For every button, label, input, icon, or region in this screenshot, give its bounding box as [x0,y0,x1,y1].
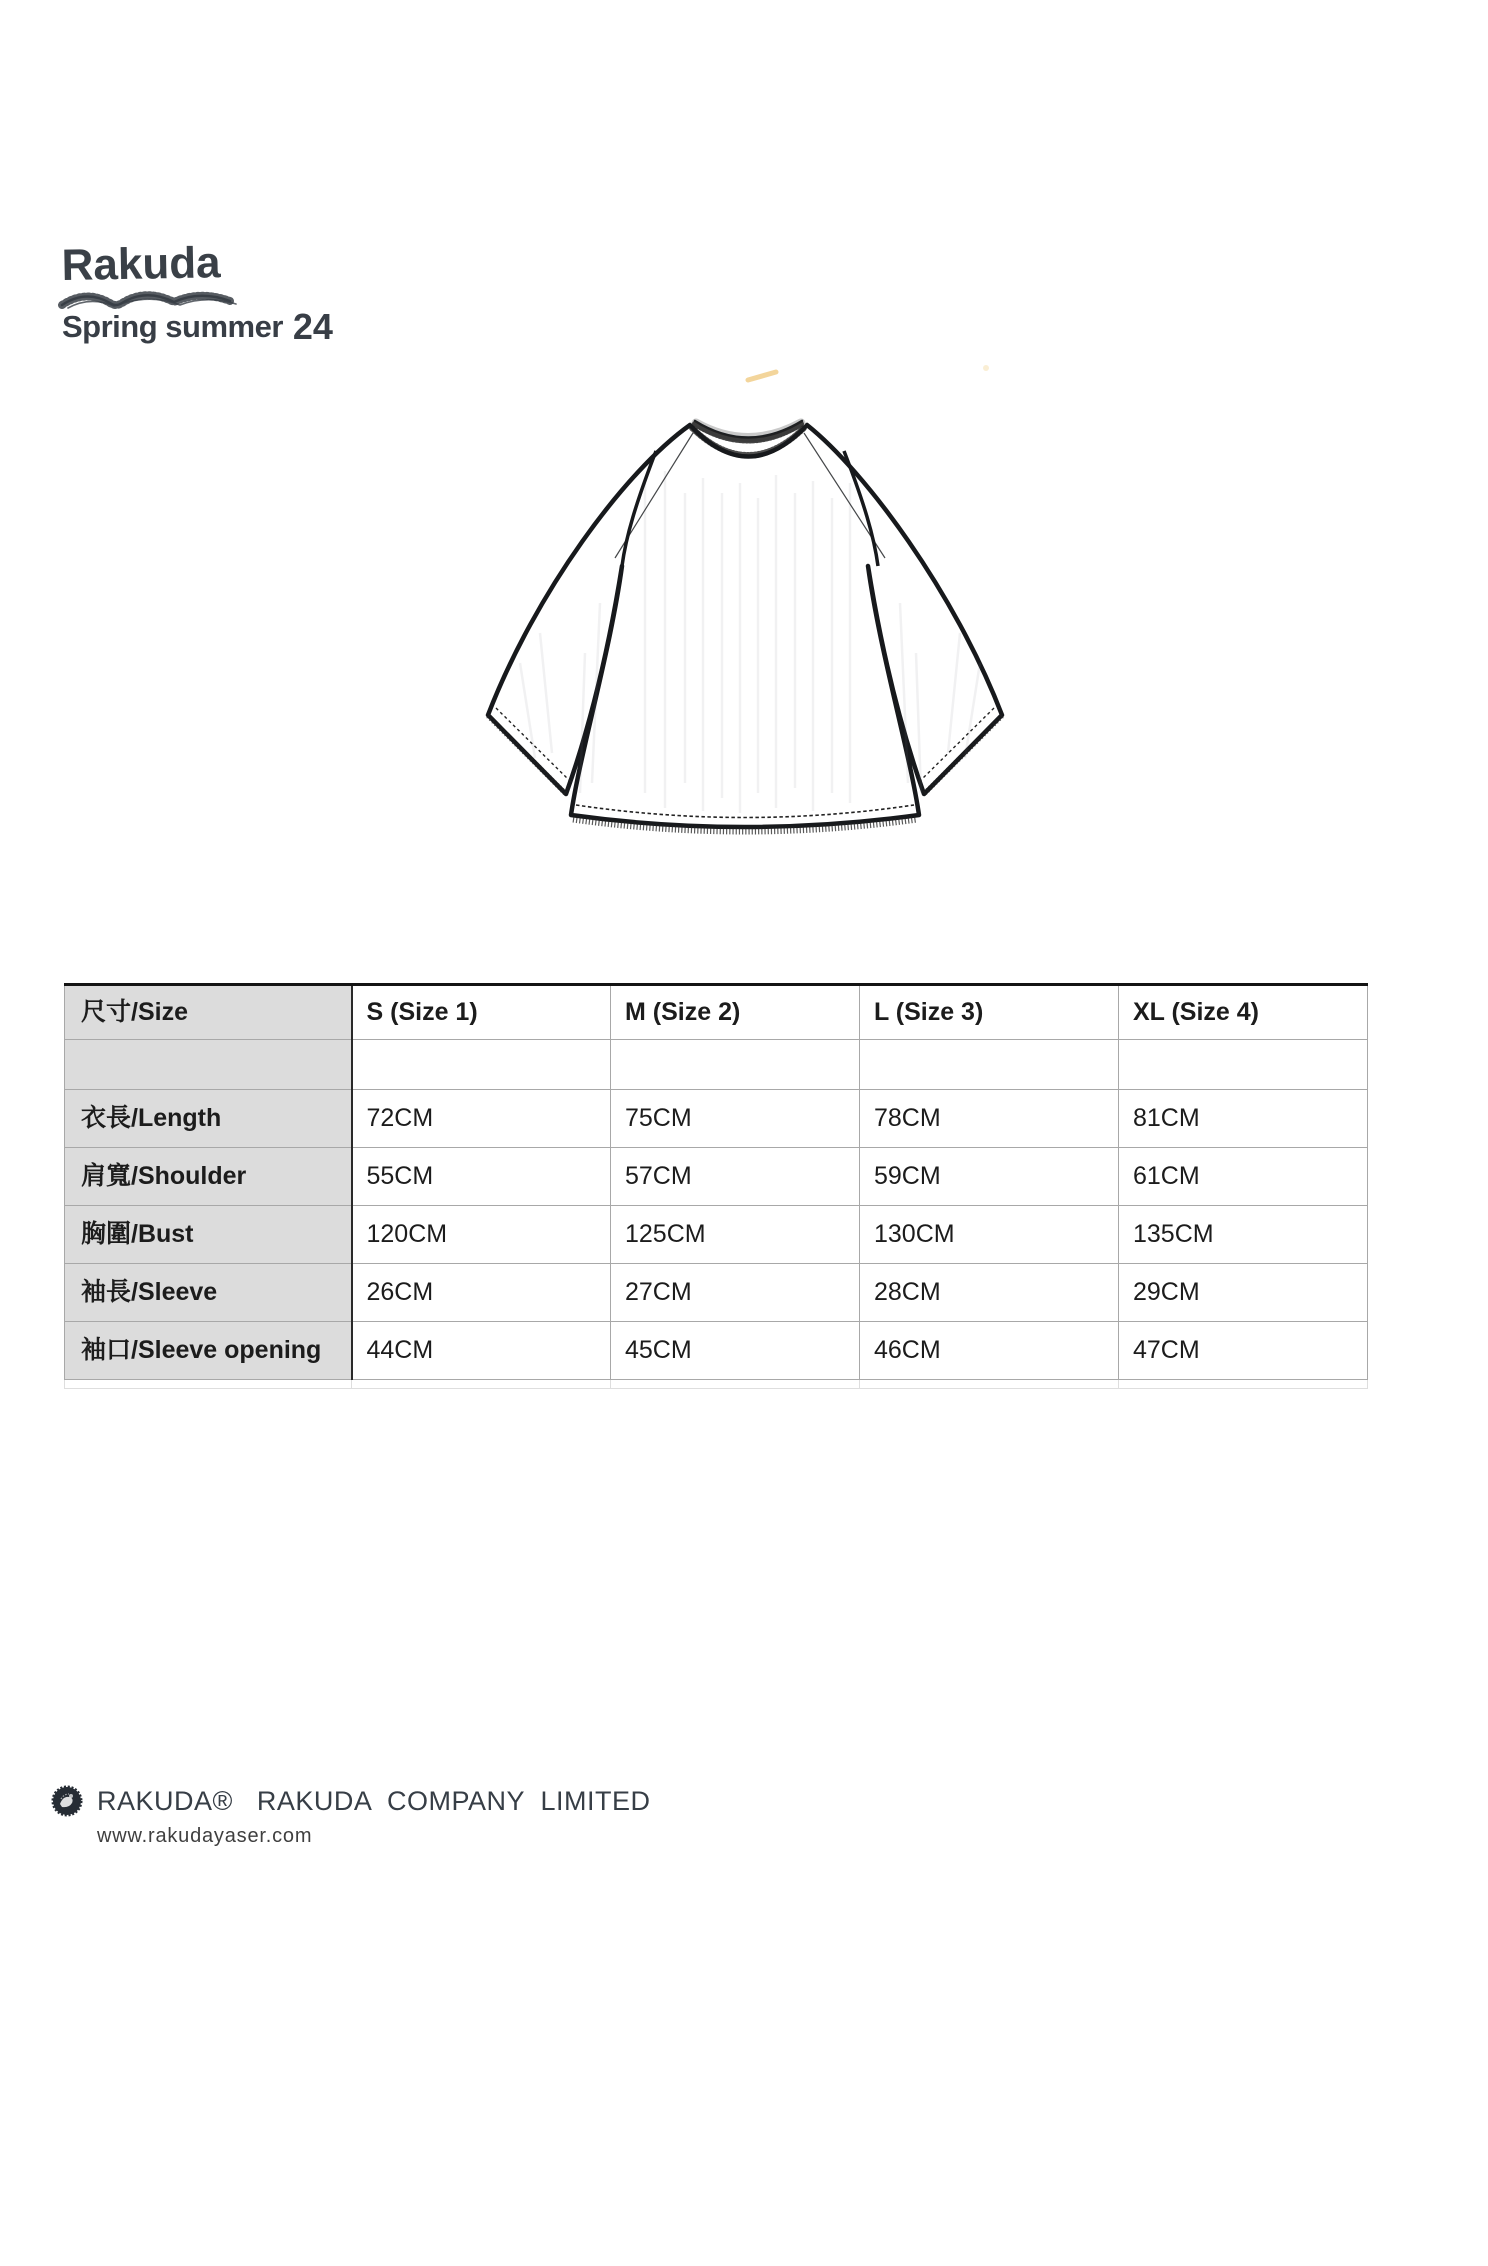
cell-value: 125CM [611,1206,860,1264]
measurement-row-sleeve [65,1264,1368,1322]
scan-artifact-mark [748,365,989,380]
tshirt-body-outline [488,425,1002,827]
cell-value: 59CM [860,1148,1119,1206]
header-size-label: 尺寸/Size [65,985,352,1040]
cell-value: 72CM [352,1090,611,1148]
brand-logo-text: Rakuda [61,238,221,290]
cell-value: 57CM [611,1148,860,1206]
size-table [64,983,1368,1389]
measurement-row-shoulder [65,1148,1368,1206]
website-url: www.rakudayaser.com [97,1825,313,1847]
row-label: 胸圍/Bust [65,1206,352,1264]
row-label: 肩寬/Shoulder [65,1148,352,1206]
cell-value: 55CM [352,1148,611,1206]
cell-value: 44CM [352,1322,611,1380]
season-year: 24 [292,306,333,347]
header-size-l: L (Size 3) [860,985,1119,1040]
header-size-s: S (Size 1) [352,985,611,1040]
cell-value: 26CM [352,1264,611,1322]
cell-value: 29CM [1119,1264,1368,1322]
header-size-xl: XL (Size 4) [1119,985,1368,1040]
tshirt-flat-sketch [440,353,1060,853]
company-footer [50,1784,651,1848]
cell-value: 81CM [1119,1090,1368,1148]
brand-header [61,238,221,290]
cell-value: 47CM [1119,1322,1368,1380]
measurement-row-length [65,1090,1368,1148]
cell-value: 45CM [611,1322,860,1380]
cell-value: 46CM [860,1322,1119,1380]
cell-value: 120CM [352,1206,611,1264]
season-subtitle [62,306,333,348]
season-text: Spring summer [62,309,283,344]
row-label: 袖長/Sleeve [65,1264,352,1322]
header-size-m: M (Size 2) [611,985,860,1040]
cell-value: 78CM [860,1090,1119,1148]
empty-spacer-row [65,1040,1368,1090]
row-label: 衣長/Length [65,1090,352,1148]
cell-value: 135CM [1119,1206,1368,1264]
company-name-line: RAKUDA® RAKUDA COMPANY LIMITED [97,1785,651,1816]
spacer-cell [65,1040,352,1090]
measurement-row-sleeve-opening [65,1322,1368,1380]
cell-value: 27CM [611,1264,860,1322]
cell-value: 28CM [860,1264,1119,1322]
measurement-row-bust [65,1206,1368,1264]
cropped-bottom-row [65,1380,1368,1389]
cell-value: 61CM [1119,1148,1368,1206]
rakuda-camel-badge-icon [50,1784,84,1818]
row-label: 袖口/Sleeve opening [65,1322,352,1380]
cell-value: 130CM [860,1206,1119,1264]
cell-value: 75CM [611,1090,860,1148]
size-table-header-row [65,985,1368,1040]
